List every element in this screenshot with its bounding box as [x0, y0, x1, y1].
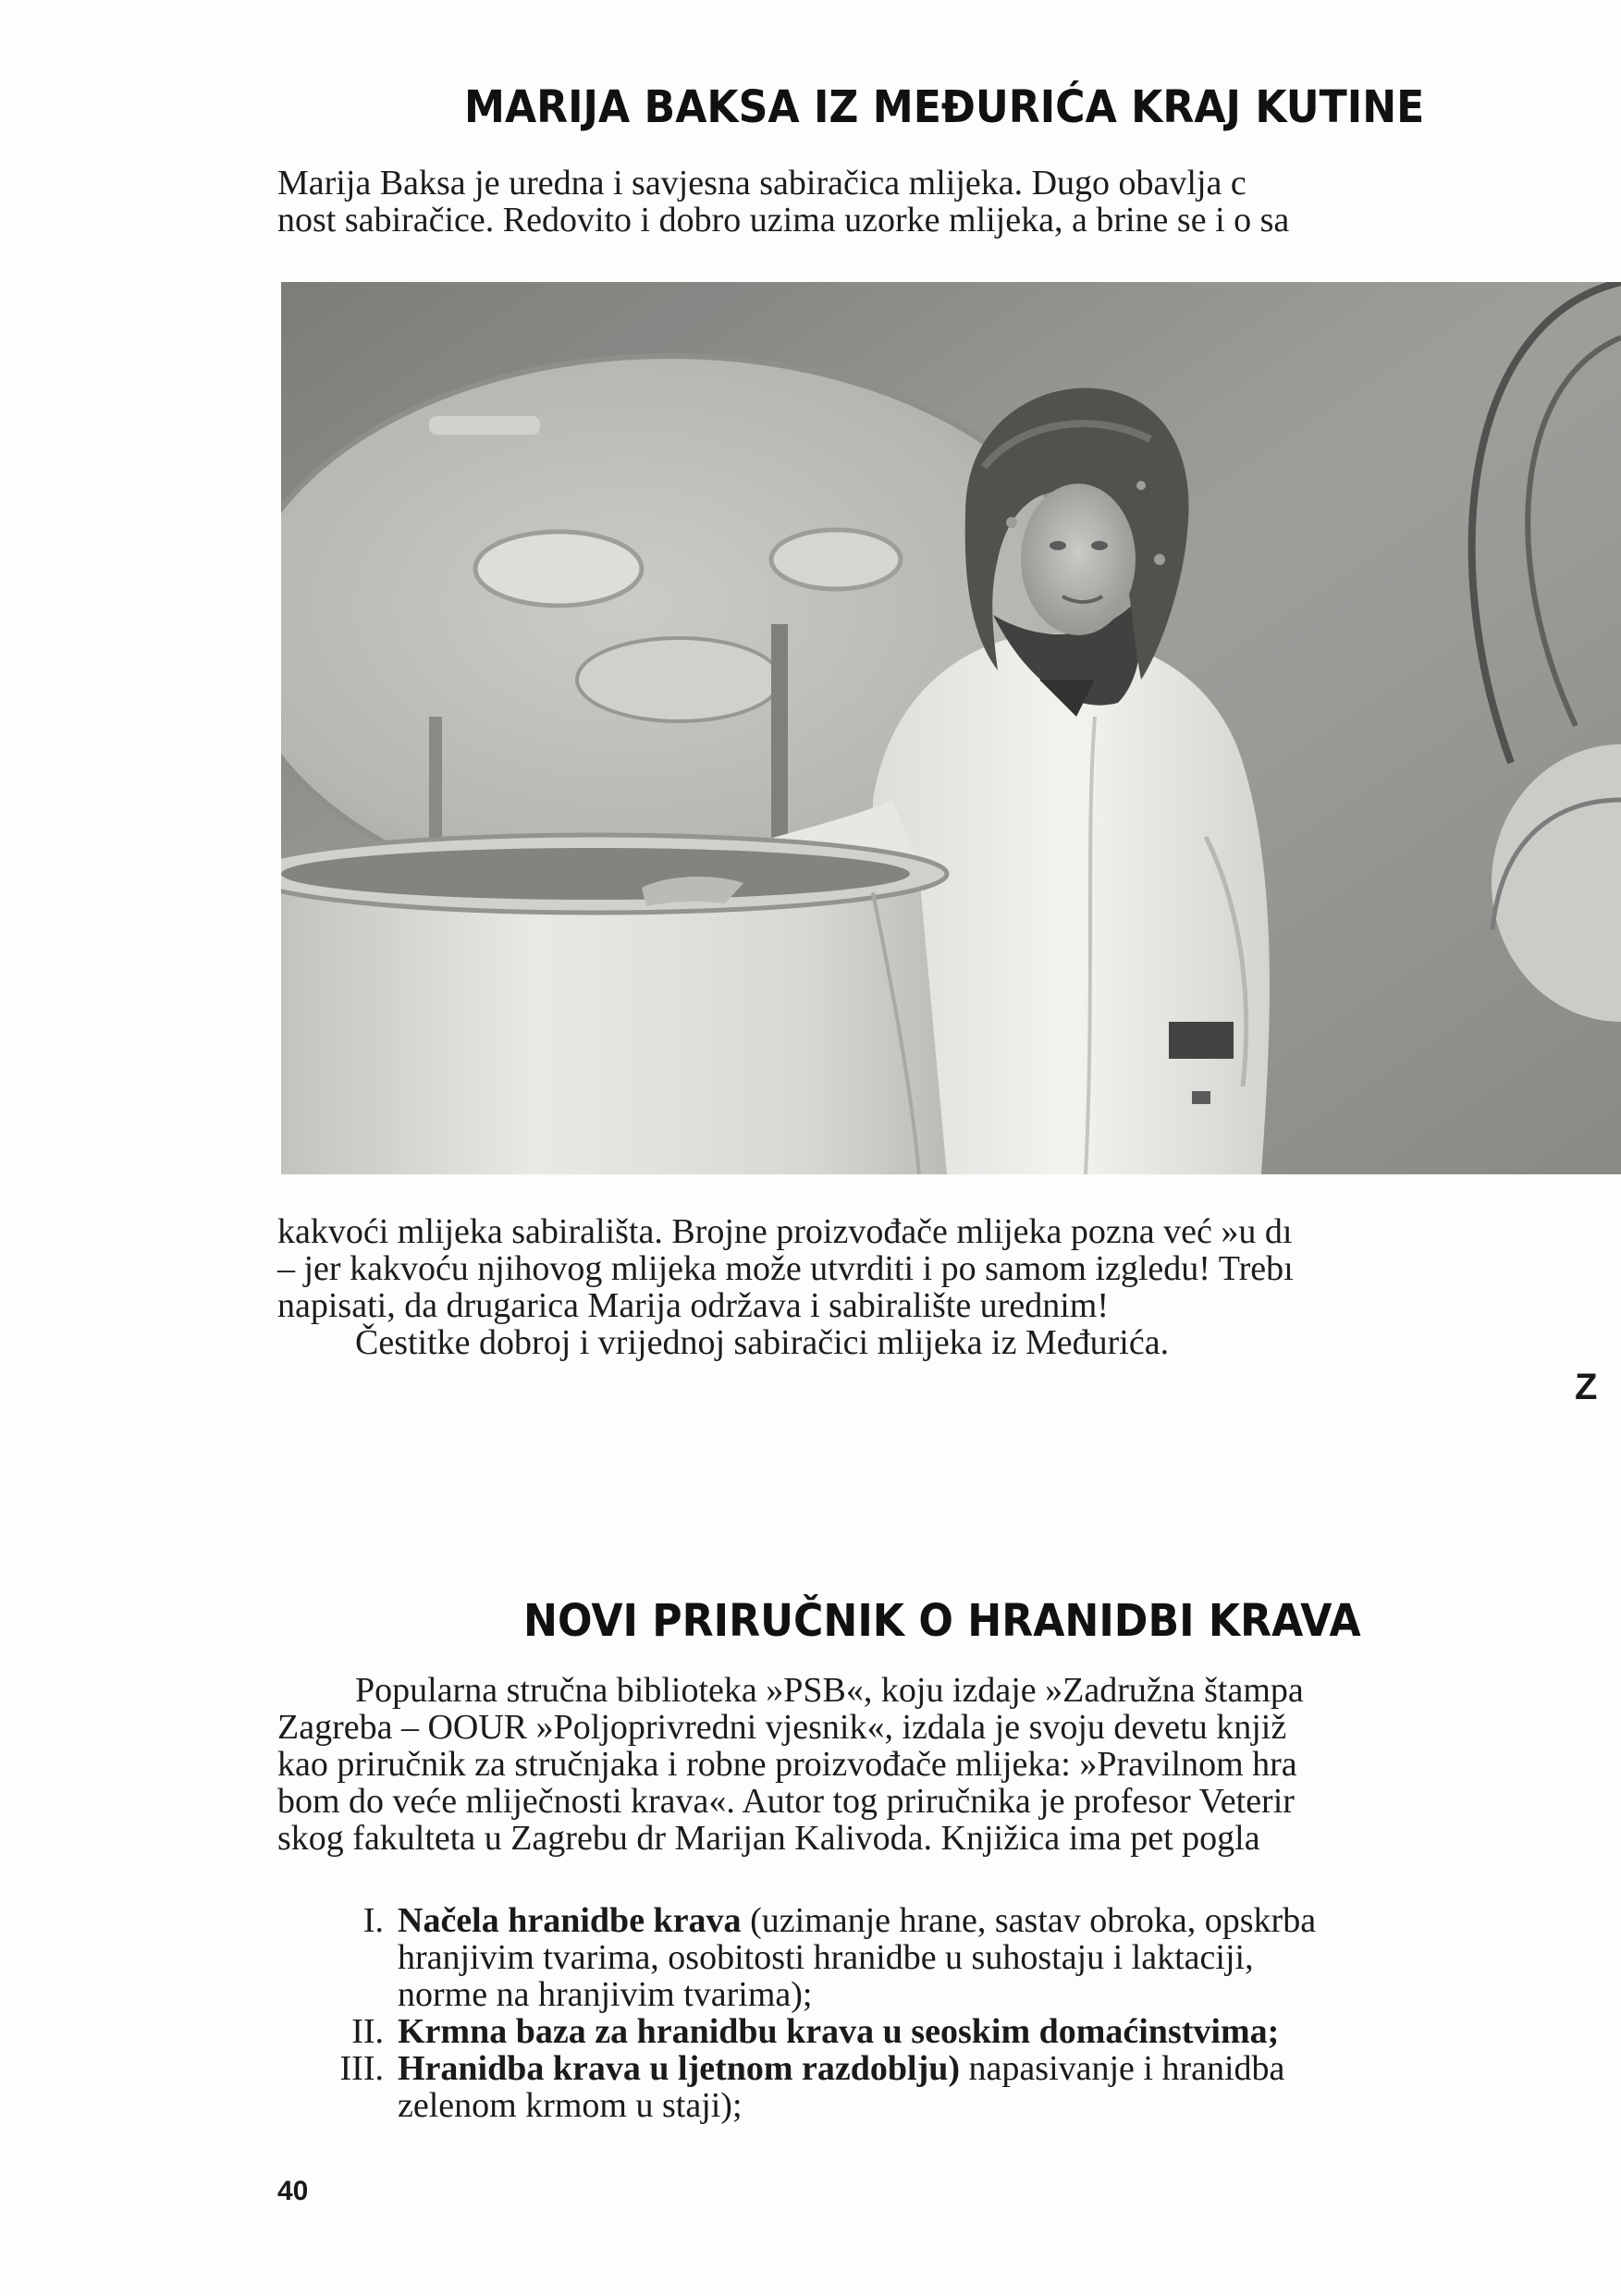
chapter-desc: napasivanje i hranidba	[960, 2049, 1285, 2088]
photo-woman-milk-tank	[281, 282, 1621, 1174]
chapter-desc: (uzimanje hrane, sastav obroka, opskrba	[741, 1901, 1317, 1940]
list-number: II.	[351, 2012, 384, 2051]
page-number: 40	[277, 2176, 309, 2206]
list-item	[314, 2049, 1285, 2125]
chapter-list	[314, 1901, 1317, 2125]
text-line: napisati, da drugarica Marija održava i sabiralište urednim!	[277, 1286, 1109, 1325]
text-line: – jer kakvoću njihovog mlijeka može utvrditi i po samom izgledu! Trebı	[277, 1249, 1294, 1288]
list-item	[314, 2012, 1280, 2051]
chapter-title: Načela hranidbe krava	[398, 1901, 742, 1940]
article-intro	[277, 165, 1289, 239]
text-line: hranjivim tvarima, osobitosti hranidbe u suhostaju i laktaciji,	[398, 1938, 1254, 1977]
list-number: I.	[362, 1901, 384, 1940]
text-line: nost sabiračice. Redovito i dobro uzima uzorke mlijeka, a brine se i o sa	[277, 201, 1290, 239]
text-line: kakvoći mlijeka sabirališta. Brojne proizvođače mlijeka pozna već »u dı	[277, 1212, 1293, 1251]
chapter-title: Krmna baza za hranidbu krava u seoskim domaćinstvima;	[398, 2012, 1280, 2051]
chapter-title: Hranidba krava u ljetnom razdoblju)	[398, 2049, 961, 2088]
article-title-2: NOVI PRIRUČNIK O HRANIDBI KRAVA	[523, 1595, 1361, 1647]
article-body-2	[277, 1672, 1304, 1857]
text-line: skog fakulteta u Zagrebu dr Marijan Kalivoda. Knjižica ima pet pogla	[277, 1819, 1260, 1858]
author-signature: Z	[1575, 1367, 1598, 1407]
text-line: Marija Baksa je uredna i savjesna sabiračica mlijeka. Dugo obavlja c	[277, 164, 1246, 203]
text-line: norme na hranjivim tvarima);	[398, 1975, 813, 2014]
list-number: III.	[339, 2049, 384, 2088]
text-line: Zagreba – OOUR »Poljoprivredni vjesnik«, izdala je svoju devetu knjiž	[277, 1708, 1287, 1747]
text-line: Popularna stručna biblioteka »PSB«, koju izdaje »Zadružna štampa	[355, 1671, 1304, 1710]
text-line: bom do veće mliječnosti krava«. Autor tog priručnika je profesor Veterir	[277, 1782, 1295, 1821]
text-line: kao priručnik za stručnjaka i robne proizvođače mlijeka: »Pravilnom hra	[277, 1745, 1297, 1784]
text-line: Čestitke dobroj i vrijednoj sabiračici mlijeka iz Međurića.	[355, 1323, 1170, 1362]
text-line: zelenom krmom u staji);	[398, 2086, 743, 2125]
article-body	[277, 1213, 1294, 1361]
article-title: MARIJA BAKSA IZ MEĐURIĆA KRAJ KUTINE	[464, 81, 1425, 133]
list-item	[314, 1901, 1317, 2014]
